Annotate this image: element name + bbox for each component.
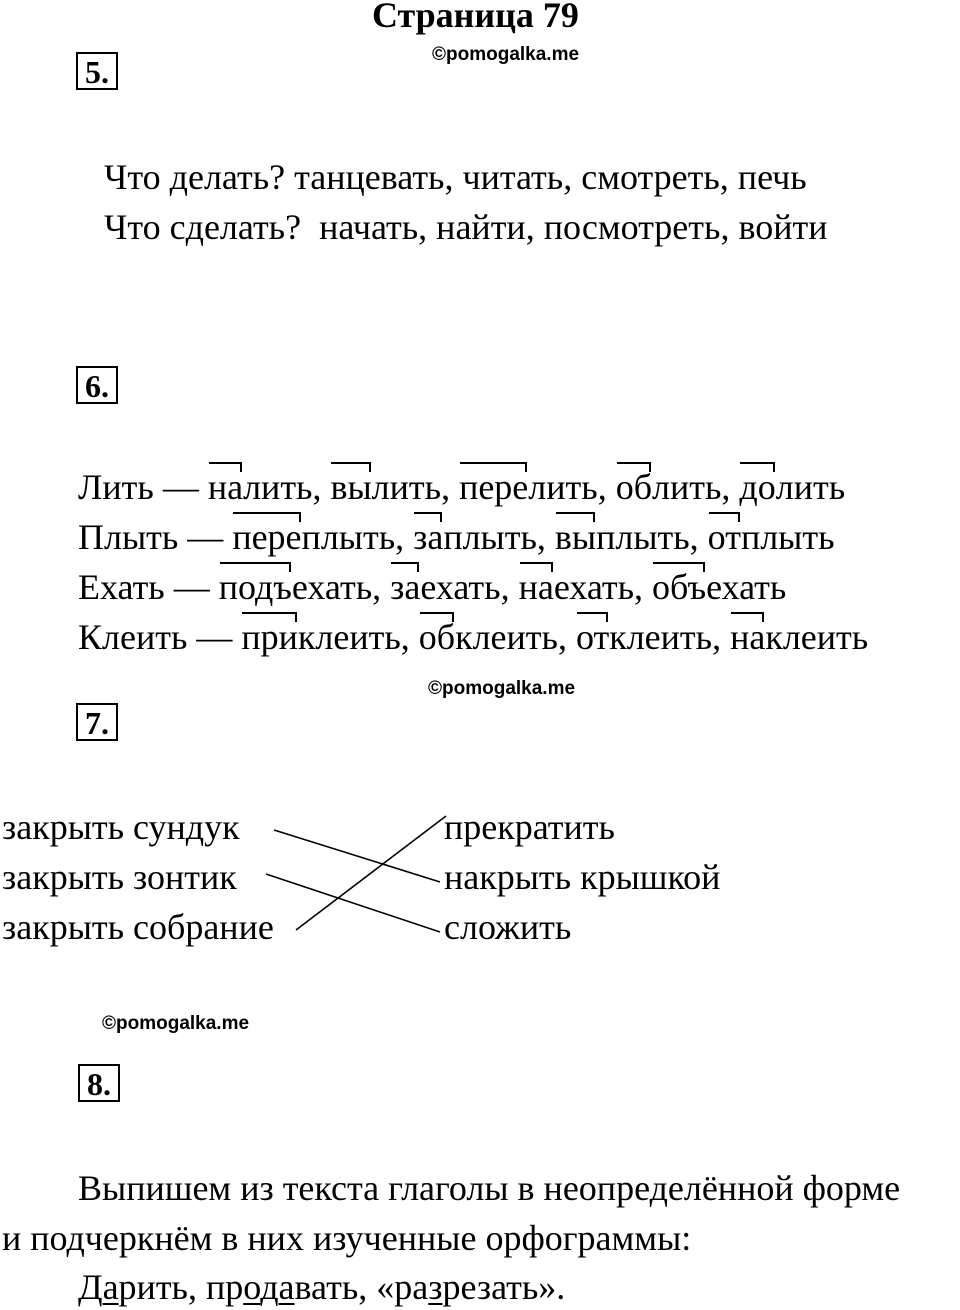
base-verb: Ехать — [78,567,219,607]
answer-part: вать, «ра [294,1267,429,1307]
answer-part: д [260,1267,279,1307]
word-stem: клеить [297,617,401,657]
answer-part: рить, пр [118,1267,244,1307]
prefix-mark: пере [232,517,302,557]
prefix-mark: на [518,567,554,607]
task-5-number: 5. [76,52,118,90]
prefix-mark: за [413,517,444,557]
word-stem: ехать [553,567,635,607]
task-8-answer [78,1266,565,1308]
page-title: Страница 79 [372,0,579,35]
task-5-words: начать, найти, посмотреть, войти [319,207,828,247]
word-stem: плыть [596,517,690,557]
watermark: ©pomogalka.me [102,1013,250,1034]
task-5-line-1: Что делать? танцевать, читать, смотреть, печь [104,157,807,197]
separator: , [597,467,616,507]
base-verb: Плыть — [78,517,233,557]
left-phrase-1: закрыть сундук [2,807,240,847]
word-stem: клеить [609,617,713,657]
prefix-mark: от [707,517,741,557]
word-stem: плыть [740,517,835,557]
task-7-number: 7. [76,703,118,741]
separator: , [500,567,519,607]
watermark: ©pomogalka.me [432,44,580,65]
prefix-mark: при [241,617,298,657]
prefix-mark: об [615,467,653,507]
separator: , [395,517,414,557]
task-5-question: Что сделать? [104,207,302,247]
prefix-mark: вы [554,517,597,557]
left-phrase-2: закрыть зонтик [2,857,237,897]
match-line-3 [296,816,446,930]
separator: , [712,617,731,657]
word-stem: ехать [706,567,787,607]
base-verb: Лить — [78,467,208,507]
answer-underlined-letter: а [278,1267,295,1307]
word-stem: клеить [765,617,869,657]
answer-underlined-letter: о [243,1267,261,1307]
prefix-mark: пере [459,467,529,507]
right-phrase-3: сложить [444,907,572,947]
prefix-mark: от [575,617,610,657]
base-verb: Клеить — [78,617,242,657]
separator: , [536,517,555,557]
word-stem: лить [243,467,313,507]
separator: , [721,467,740,507]
word-stem: лить [775,467,846,507]
prefix-mark: на [207,467,244,507]
separator: , [441,467,460,507]
word-stem: плыть [301,517,396,557]
prefix-mark: за [390,567,421,607]
word-stem: лить [371,467,442,507]
separator: , [634,567,653,607]
answer-underlined-letter: з [428,1267,443,1307]
word-stem: плыть [443,517,537,557]
task-8-paragraph-line-1: Выпишем из текста глаголы в неопределённой форме [78,1168,901,1208]
word-stem: ехать [420,567,501,607]
answer-part: резать». [442,1267,566,1307]
prefix-mark: вы [330,467,372,507]
separator: , [689,517,708,557]
word-stem: лить [528,467,598,507]
prefix-mark: на [730,617,766,657]
watermark: ©pomogalka.me [428,678,576,699]
word-stem: ехать [291,567,373,607]
task-6-number: 6. [76,366,118,404]
prefix-mark: объ [652,567,707,607]
prefix-mark: об [418,617,456,657]
match-line-2 [266,874,440,932]
right-phrase-2: накрыть крышкой [444,857,721,897]
prefix-mark: до [739,467,776,507]
match-line-1 [274,830,440,882]
separator: , [400,617,419,657]
word-stem: лить [652,467,722,507]
separator: , [372,567,391,607]
prefix-mark: подъ [218,567,292,607]
left-phrase-3: закрыть собрание [2,907,274,947]
word-stem: клеить [455,617,558,657]
answer-underlined-letter: а [102,1267,119,1307]
separator: , [312,467,331,507]
separator: , [557,617,576,657]
task-8-number: 8. [78,1064,120,1102]
right-phrase-1: прекратить [444,807,615,847]
task-8-paragraph-line-2: и подчеркнём в них изученные орфограммы: [2,1218,692,1258]
answer-part: Д [78,1267,103,1307]
